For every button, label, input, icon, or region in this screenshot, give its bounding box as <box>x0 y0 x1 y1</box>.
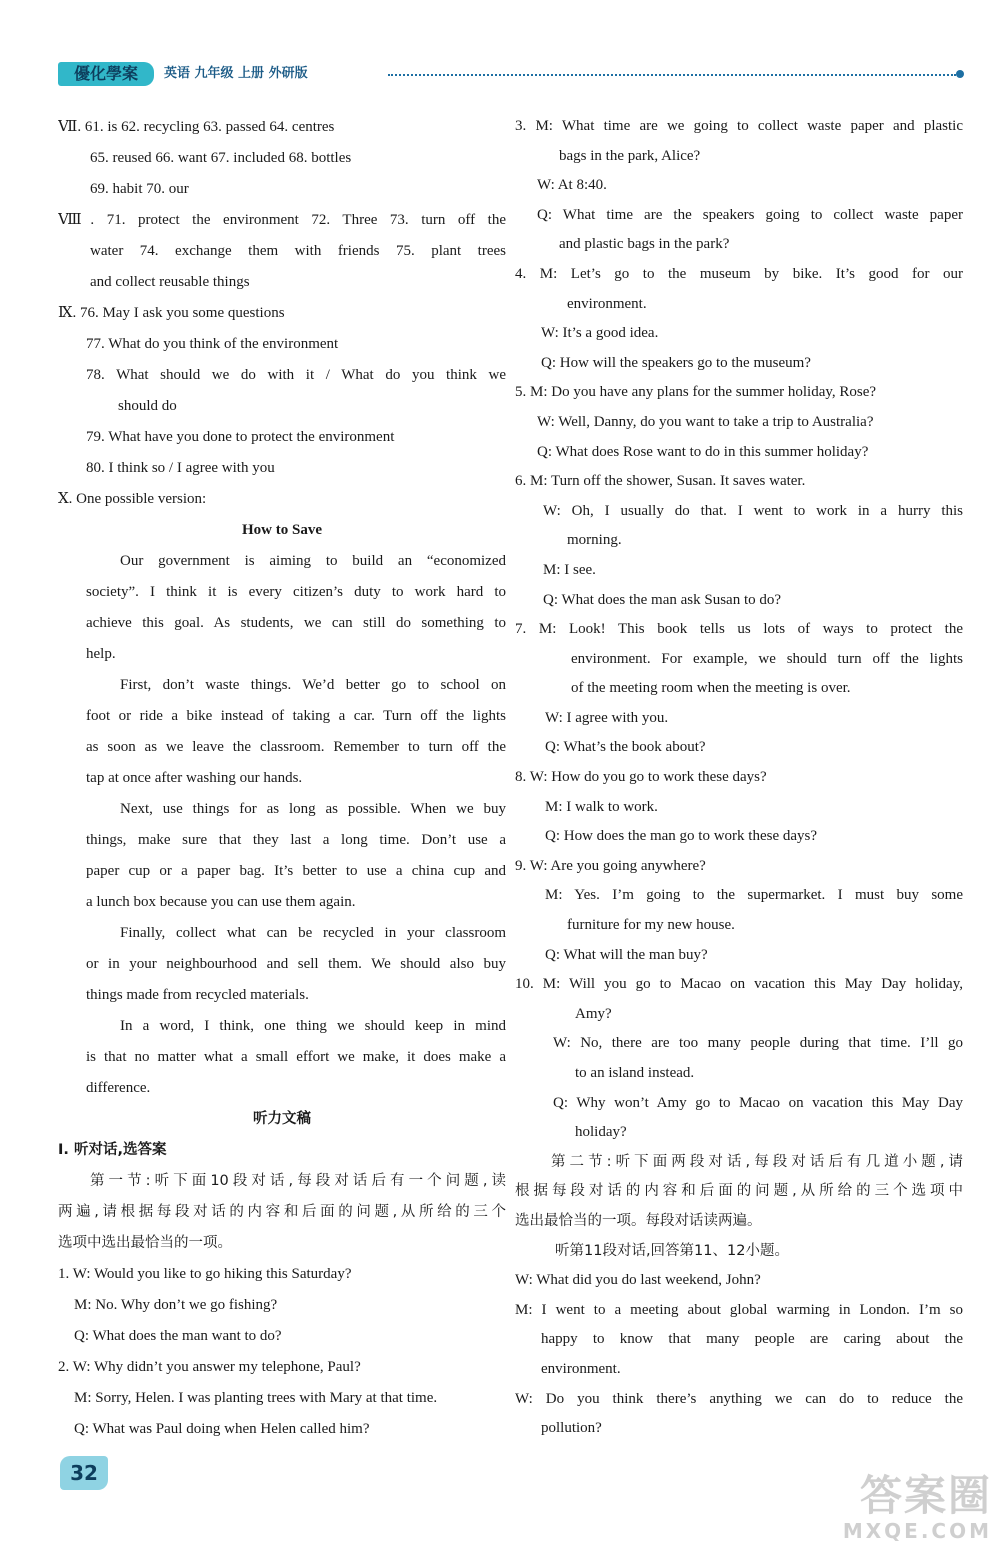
text-line: 第二节:听下面两段对话,每段对话后有几道小题,请 <box>551 1153 963 1170</box>
text-line: environment. For example, we should turn off the lights <box>571 650 963 667</box>
text-line: Q: Why won’t Amy go to Macao on vacation this May Day <box>553 1094 963 1111</box>
text-line: is that no matter what a small effort we make, it does make a <box>86 1049 506 1065</box>
left-column <box>58 112 506 1445</box>
text-line: Q: What will the man buy? <box>545 946 708 963</box>
text-line: 79. What have you done to protect the environment <box>86 429 395 445</box>
brand-logo: 優化學案 <box>58 62 154 86</box>
text-line: things made from recycled materials. <box>86 987 309 1003</box>
text-line: 77. What do you think of the environment <box>86 336 339 352</box>
text-line: and collect reusable things <box>90 274 250 290</box>
text-line: First, don’t waste things. We’d better go to school on <box>120 677 506 693</box>
text-line: things, make sure that they last a long time. Don’t use a <box>86 832 506 848</box>
text-line: 9. W: Are you going anywhere? <box>515 857 706 874</box>
text-line: 2. W: Why didn’t you answer my telephone, Paul? <box>58 1359 361 1375</box>
text-line: should do <box>118 398 177 414</box>
header-dotted-rule <box>388 74 956 76</box>
page-number: 32 <box>60 1456 108 1490</box>
text-line: M: No. Why don’t we go fishing? <box>74 1297 278 1313</box>
text-line: How to Save <box>242 522 322 538</box>
text-line: Q: What’s the book about? <box>545 739 706 756</box>
text-line: help. <box>86 646 116 662</box>
text-line: 第一节:听下面10段对话,每段对话后有一个问题,读 <box>90 1173 506 1189</box>
text-line: difference. <box>86 1080 151 1096</box>
text-line: Q: How does the man go to work these days? <box>545 828 818 845</box>
text-line: W: At 8:40. <box>537 177 607 194</box>
text-line: morning. <box>567 532 622 549</box>
text-line: of the meeting room when the meeting is over. <box>571 680 851 697</box>
text-line: 6. M: Turn off the shower, Susan. It saves water. <box>515 473 806 490</box>
text-line: W: Do you think there’s anything we can do to reduce the <box>515 1390 963 1407</box>
text-line: 5. M: Do you have any plans for the summer holiday, Rose? <box>515 384 877 401</box>
text-line: Q: What does Rose want to do in this summer holiday? <box>537 443 869 460</box>
text-line: 78. What should we do with it / What do you think we <box>86 367 506 383</box>
text-line: water 74. exchange them with friends 75. plant trees <box>90 243 506 259</box>
text-line: M: I see. <box>543 561 596 578</box>
text-line: M: I walk to work. <box>545 798 658 815</box>
text-line: happy to know that many people are caring about the <box>541 1331 963 1348</box>
text-line: 1. W: Would you like to go hiking this Saturday? <box>58 1266 352 1282</box>
text-line: In a word, I think, one thing we should keep in mind <box>120 1018 506 1034</box>
text-line: W: It’s a good idea. <box>541 325 659 342</box>
text-line: 7. M: Look! This book tells us lots of ways to protect the <box>515 621 963 638</box>
text-line: 两遍,请根据每段对话的内容和后面的问题,从所给的三个 <box>58 1204 506 1220</box>
text-line: W: I agree with you. <box>545 709 669 726</box>
text-line: 10. M: Will you go to Macao on vacation this May Day holiday, <box>515 976 963 993</box>
text-line: 选项中选出最恰当的一项。 <box>58 1235 232 1251</box>
text-line: environment. <box>567 295 647 312</box>
text-line: Q: What does the man ask Susan to do? <box>543 591 782 608</box>
text-line: 65. reused 66. want 67. included 68. bottles <box>90 150 352 166</box>
text-line: W: Well, Danny, do you want to take a trip to Australia? <box>537 413 874 430</box>
watermark <box>843 1472 992 1542</box>
text-line: 69. habit 70. our <box>90 181 189 197</box>
header-dot-icon <box>956 70 964 78</box>
text-line: Ⅶ. 61. is 62. recycling 63. passed 64. centres <box>58 119 335 135</box>
text-line: Finally, collect what can be recycled in your classroom <box>120 925 506 941</box>
text-line: achieve this goal. As students, we can still do something to <box>86 615 506 631</box>
text-line: tap at once after washing our hands. <box>86 770 303 786</box>
text-line: M: I went to a meeting about global warming in London. I’m so <box>515 1301 963 1318</box>
page-header <box>58 62 964 86</box>
text-line: environment. <box>541 1360 621 1377</box>
right-column <box>515 112 963 1444</box>
text-line: 8. W: How do you go to work these days? <box>515 769 767 786</box>
text-line: M: Sorry, Helen. I was planting trees with Mary at that time. <box>74 1390 438 1406</box>
text-line: W: Oh, I usually do that. I went to work in a hurry this <box>543 502 963 519</box>
text-line: 听力文稿 <box>253 1111 311 1127</box>
text-line: as soon as we leave the classroom. Remember to turn off the <box>86 739 506 755</box>
text-line: holiday? <box>575 1124 627 1141</box>
text-line: bags in the park, Alice? <box>559 147 701 164</box>
text-line: Q: What time are the speakers going to collect waste paper <box>537 206 963 223</box>
text-line: to an island instead. <box>575 1065 695 1081</box>
header-subtitle: 英语 九年级 上册 外研版 <box>164 66 308 81</box>
text-line: Q: How will the speakers go to the museum? <box>541 354 811 371</box>
text-line: 80. I think so / I agree with you <box>86 460 275 476</box>
text-line: Ⅹ. One possible version: <box>58 491 207 507</box>
text-line: paper cup or a paper bag. It’s better to use a china cup and <box>86 863 506 879</box>
text-line: Q: What does the man want to do? <box>74 1328 282 1344</box>
text-line: and plastic bags in the park? <box>559 236 730 253</box>
text-line: Ⅷ. 71. protect the environment 72. Three 73. turn off the <box>58 212 506 228</box>
text-line: a lunch box because you can use them again. <box>86 894 356 910</box>
text-line: society”. I think it is every citizen’s duty to work hard to <box>86 584 506 600</box>
text-line: foot or ride a bike instead of taking a car. Turn off the lights <box>86 708 506 724</box>
text-line: or in your neighbourhood and sell them. We should also buy <box>86 956 506 972</box>
text-line: pollution? <box>541 1420 602 1437</box>
text-line: Our government is aiming to build an “economized <box>120 553 506 569</box>
text-line: 4. M: Let’s go to the museum by bike. It’s good for our <box>515 265 963 282</box>
text-line: 3. M: What time are we going to collect waste paper and plastic <box>515 118 963 134</box>
text-line: Ⅰ. 听对话,选答案 <box>58 1142 167 1158</box>
text-line: Amy? <box>575 1005 612 1022</box>
text-line: Q: What was Paul doing when Helen called him? <box>74 1421 370 1437</box>
text-line: Ⅸ. 76. May I ask you some questions <box>58 305 285 321</box>
text-line: 选出最恰当的一项。每段对话读两遍。 <box>515 1212 762 1229</box>
watermark-url: MXQE.COM <box>842 1519 992 1543</box>
text-line: Next, use things for as long as possible. When we buy <box>120 801 506 817</box>
text-line: W: No, there are too many people during that time. I’ll go <box>553 1035 963 1052</box>
text-line: 听第11段对话,回答第11、12小题。 <box>555 1242 789 1259</box>
text-line: 根据每段对话的内容和后面的问题,从所给的三个选项中 <box>515 1183 963 1200</box>
watermark-text: 答案圈 <box>859 1471 992 1520</box>
text-line: furniture for my new house. <box>567 917 735 934</box>
text-line: M: Yes. I’m going to the supermarket. I must buy some <box>545 887 963 904</box>
text-line: W: What did you do last weekend, John? <box>515 1272 761 1289</box>
